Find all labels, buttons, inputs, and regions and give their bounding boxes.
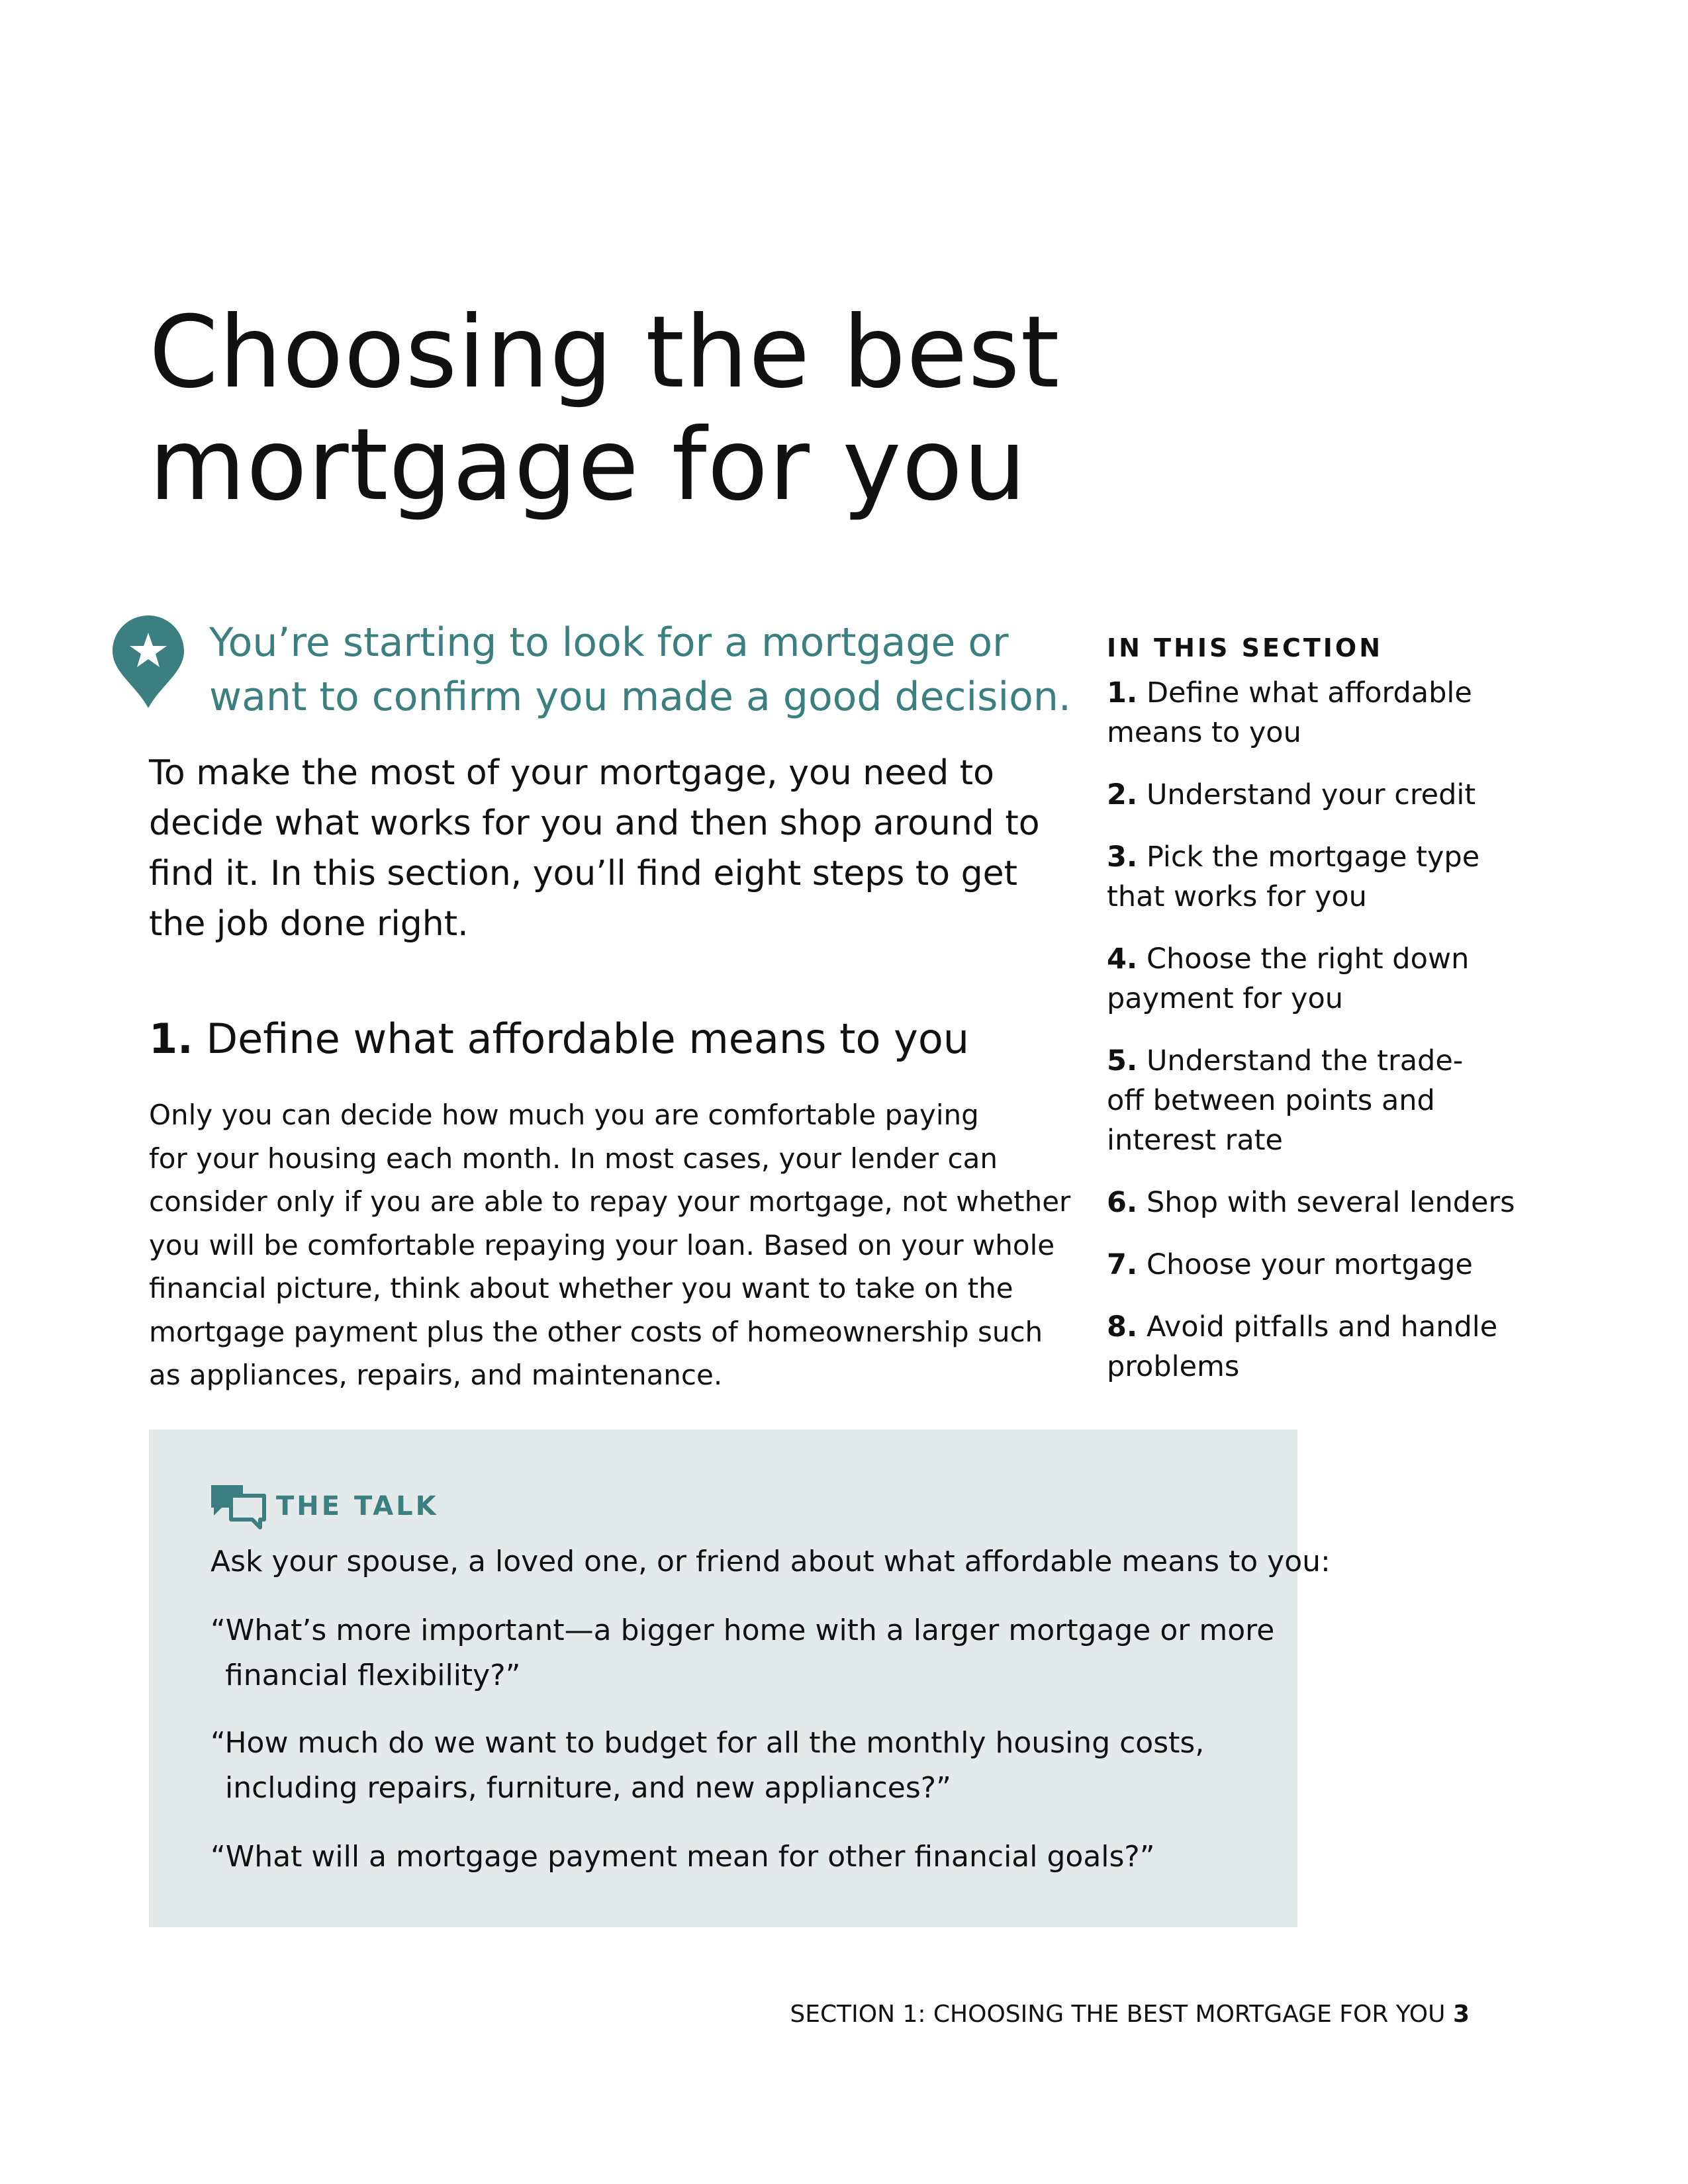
step-1-heading-text: Define what affordable means to you xyxy=(206,1015,970,1063)
sidebar-item-number: 5. xyxy=(1107,1044,1138,1077)
sidebar-item-label-cont: payment for you xyxy=(1107,982,1344,1015)
sidebar-item-6 xyxy=(1107,1183,1517,1222)
page-number: 3 xyxy=(1452,2001,1470,2028)
sidebar-item-label: Choose the right down xyxy=(1146,942,1470,976)
talk-quote-1 xyxy=(211,1608,1274,1698)
intro-highlight-line-1: You’re starting to look for a mortgage or xyxy=(209,619,1009,666)
sidebar-title: IN THIS SECTION xyxy=(1107,633,1383,662)
sidebar-item-8 xyxy=(1107,1307,1517,1387)
page-footer xyxy=(790,1999,1470,2030)
page-title xyxy=(149,296,1142,522)
talk-quote-3 xyxy=(211,1835,1155,1880)
step-1-paragraph xyxy=(149,1093,1082,1397)
sidebar-item-number: 8. xyxy=(1107,1310,1138,1343)
intro-line-4: the job done right. xyxy=(149,904,469,944)
sidebar-item-label: Understand your credit xyxy=(1146,778,1476,811)
talk-quote-line: “What’s more important—a bigger home with a larger mortgage or more xyxy=(211,1614,1275,1647)
step-1-line: you will be comfortable repaying your loan. Based on your whole xyxy=(149,1228,1055,1261)
step-1-line: consider only if you are able to repay your mortgage, not whether xyxy=(149,1185,1071,1218)
sidebar-item-1 xyxy=(1107,673,1517,752)
talk-quote-line: including repairs, furniture, and new appliances?” xyxy=(225,1771,951,1805)
step-1-line: as appliances, repairs, and maintenance. xyxy=(149,1359,723,1391)
the-talk-lead: Ask your spouse, a loved one, or friend about what affordable means to you: xyxy=(211,1545,1331,1578)
sidebar-item-label: Understand the trade- xyxy=(1146,1044,1464,1077)
step-1-line: financial picture, think about whether you want to take on the xyxy=(149,1272,1013,1304)
sidebar-item-4 xyxy=(1107,939,1517,1019)
sidebar-item-label: Pick the mortgage type xyxy=(1146,841,1480,874)
intro-highlight-line-2: want to confirm you made a good decision. xyxy=(209,674,1071,720)
sidebar-item-3 xyxy=(1107,837,1517,917)
the-talk-callout xyxy=(149,1430,1331,1927)
intro-line-2: decide what works for you and then shop around to xyxy=(149,803,1040,843)
sidebar-item-label-cont: interest rate xyxy=(1107,1124,1283,1157)
intro-highlight xyxy=(209,615,1083,724)
intro-line-3: find it. In this section, you’ll find eight steps to get xyxy=(149,854,1018,893)
sidebar-item-7 xyxy=(1107,1245,1517,1285)
sidebar-item-label: Define what affordable xyxy=(1146,676,1472,709)
sidebar-item-label-cont: means to you xyxy=(1107,716,1301,749)
sidebar-item-number: 7. xyxy=(1107,1248,1138,1281)
step-1-heading xyxy=(149,1013,1076,1066)
sidebar-item-label: Choose your mortgage xyxy=(1146,1248,1473,1281)
speech-bubbles-icon xyxy=(209,1482,268,1530)
sidebar-item-2 xyxy=(1107,775,1517,815)
talk-quote-line: “How much do we want to budget for all the monthly housing costs, xyxy=(211,1726,1205,1760)
sidebar-item-label: Shop with several lenders xyxy=(1146,1186,1515,1219)
sidebar-item-number: 3. xyxy=(1107,841,1138,874)
step-1-line: Only you can decide how much you are comfortable paying xyxy=(149,1099,979,1131)
sidebar-item-5 xyxy=(1107,1041,1517,1160)
intro-paragraph xyxy=(149,748,1076,949)
page-title-line-2: mortgage for you xyxy=(149,408,1027,523)
page-title-line-1: Choosing the best xyxy=(149,295,1060,410)
sidebar-item-label: Avoid pitfalls and handle xyxy=(1146,1310,1498,1343)
talk-quote-line: financial flexibility?” xyxy=(225,1659,521,1692)
sidebar-item-label-cont: problems xyxy=(1107,1350,1240,1383)
sidebar-item-number: 1. xyxy=(1107,676,1138,709)
in-this-section-sidebar xyxy=(1107,632,1517,1409)
sidebar-item-number: 4. xyxy=(1107,942,1138,976)
sidebar-item-label-cont: that works for you xyxy=(1107,880,1367,913)
star-pin-icon xyxy=(110,613,187,711)
sidebar-item-number: 2. xyxy=(1107,778,1138,811)
footer-section-label: SECTION 1: CHOOSING THE BEST MORTGAGE FOR YOU xyxy=(790,2001,1446,2028)
sidebar-item-label-cont: off between points and xyxy=(1107,1084,1435,1117)
intro-line-1: To make the most of your mortgage, you need to xyxy=(149,753,994,793)
talk-quote-2 xyxy=(211,1721,1204,1811)
sidebar-item-number: 6. xyxy=(1107,1186,1138,1219)
the-talk-title: THE TALK xyxy=(276,1491,439,1522)
step-1-line: mortgage payment plus the other costs of homeownership such xyxy=(149,1315,1043,1348)
section-step-list xyxy=(1107,673,1517,1387)
talk-quote-line: “What will a mortgage payment mean for other financial goals?” xyxy=(211,1840,1155,1874)
step-1-number: 1. xyxy=(149,1015,193,1063)
step-1-line: for your housing each month. In most cases, your lender can xyxy=(149,1142,998,1175)
